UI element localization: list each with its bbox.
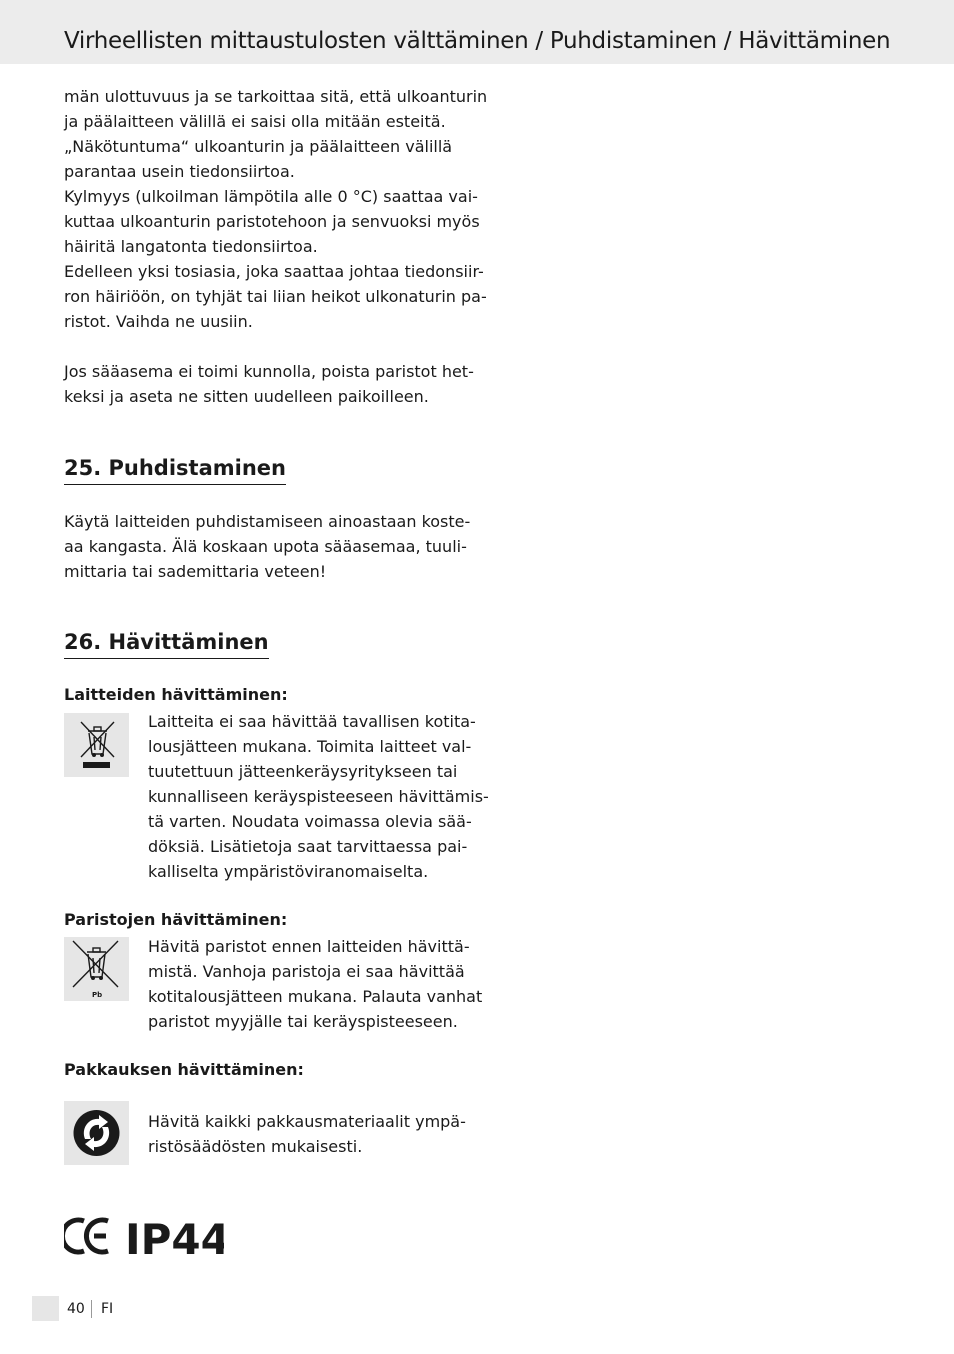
devices-disposal-text: Laitteita ei saa hävittää tavallisen kotita- lousjätteen mukana. Toimita laitteet val- tuutettuun jätteenkeräysyritykseen tai kunnalliseen keräyspisteeseen hävittämis- tä varten. Noudata voimassa olevia sää- döksiä. Lisätietoja saat tarvittaessa pai- kalliselta ympäristöviranomaiselta. — [148, 712, 489, 881]
intro-text-2: Jos sääasema ei toimi kunnolla, poista paristot het- keksi ja aseta ne sitten uudelleen paikoilleen. — [64, 362, 474, 406]
section-25-text: Käytä laitteiden puhdistamiseen ainoastaan koste- aa kangasta. Älä koskaan upota sääasemaa, tuuli- mittaria tai sademittaria veteen! — [64, 512, 471, 581]
ce-c-icon — [64, 1220, 84, 1252]
section-26-heading: 26. Hävittäminen — [64, 628, 269, 659]
crossed-out-bin-icon — [64, 713, 129, 777]
footer-tab — [32, 1296, 59, 1321]
ce-ip44-mark — [64, 1212, 224, 1266]
footer-divider — [91, 1300, 92, 1318]
header-bar — [0, 0, 954, 64]
packaging-disposal-text: Hävitä kaikki pakkausmateriaalit ympä- ristösäädösten mukaisesti. — [148, 1112, 466, 1156]
page-number: 40 — [67, 1301, 85, 1317]
ip44-label: IP44 — [125, 1215, 224, 1262]
devices-disposal-heading: Laitteiden hävittäminen: — [64, 685, 288, 704]
section-25-heading: 25. Puhdistaminen — [64, 454, 286, 485]
batteries-disposal-text: Hävitä paristot ennen laitteiden hävittä- mistä. Vanhoja paristoja ei saa hävittää kotitalousjätteen mukana. Palauta vanhat paristot myyjälle tai keräyspisteeseen. — [148, 937, 483, 1031]
crossed-out-bin-pb-icon — [64, 937, 129, 1001]
intro-text-1: män ulottuvuus ja se tarkoittaa sitä, että ulkoanturin ja päälaitteen välillä ei saisi olla mitään esteitä. „Näkötuntuma“ ulkoanturin ja päälaitteen välillä parantaa usein tiedonsiirtoa. Kylmyys (ulkoilman lämpötila alle 0 °C) saattaa vai- kuttaa ulkoanturin paristotehoon ja senvuoksi myös häiritä langatonta tiedonsiirtoa. Edelleen yksi tosiasia, joka saattaa johtaa tiedonsiir- ron häiriöön, on tyhjät tai liian heikot ulkonaturin pa- ristot. Vaihda ne uusiin. — [64, 87, 488, 331]
green-dot-recycling-icon — [64, 1101, 129, 1165]
language-code: FI — [101, 1301, 114, 1317]
page-header-title: Virheellisten mittaustulosten välttäminen / Puhdistaminen / Hävittäminen — [64, 28, 891, 54]
batteries-disposal-heading: Paristojen hävittäminen: — [64, 910, 288, 929]
packaging-disposal-heading: Pakkauksen hävittäminen: — [64, 1060, 304, 1079]
intro-paragraph-2 — [64, 359, 474, 409]
pb-label: Pb — [92, 991, 103, 999]
intro-paragraph — [64, 84, 488, 334]
